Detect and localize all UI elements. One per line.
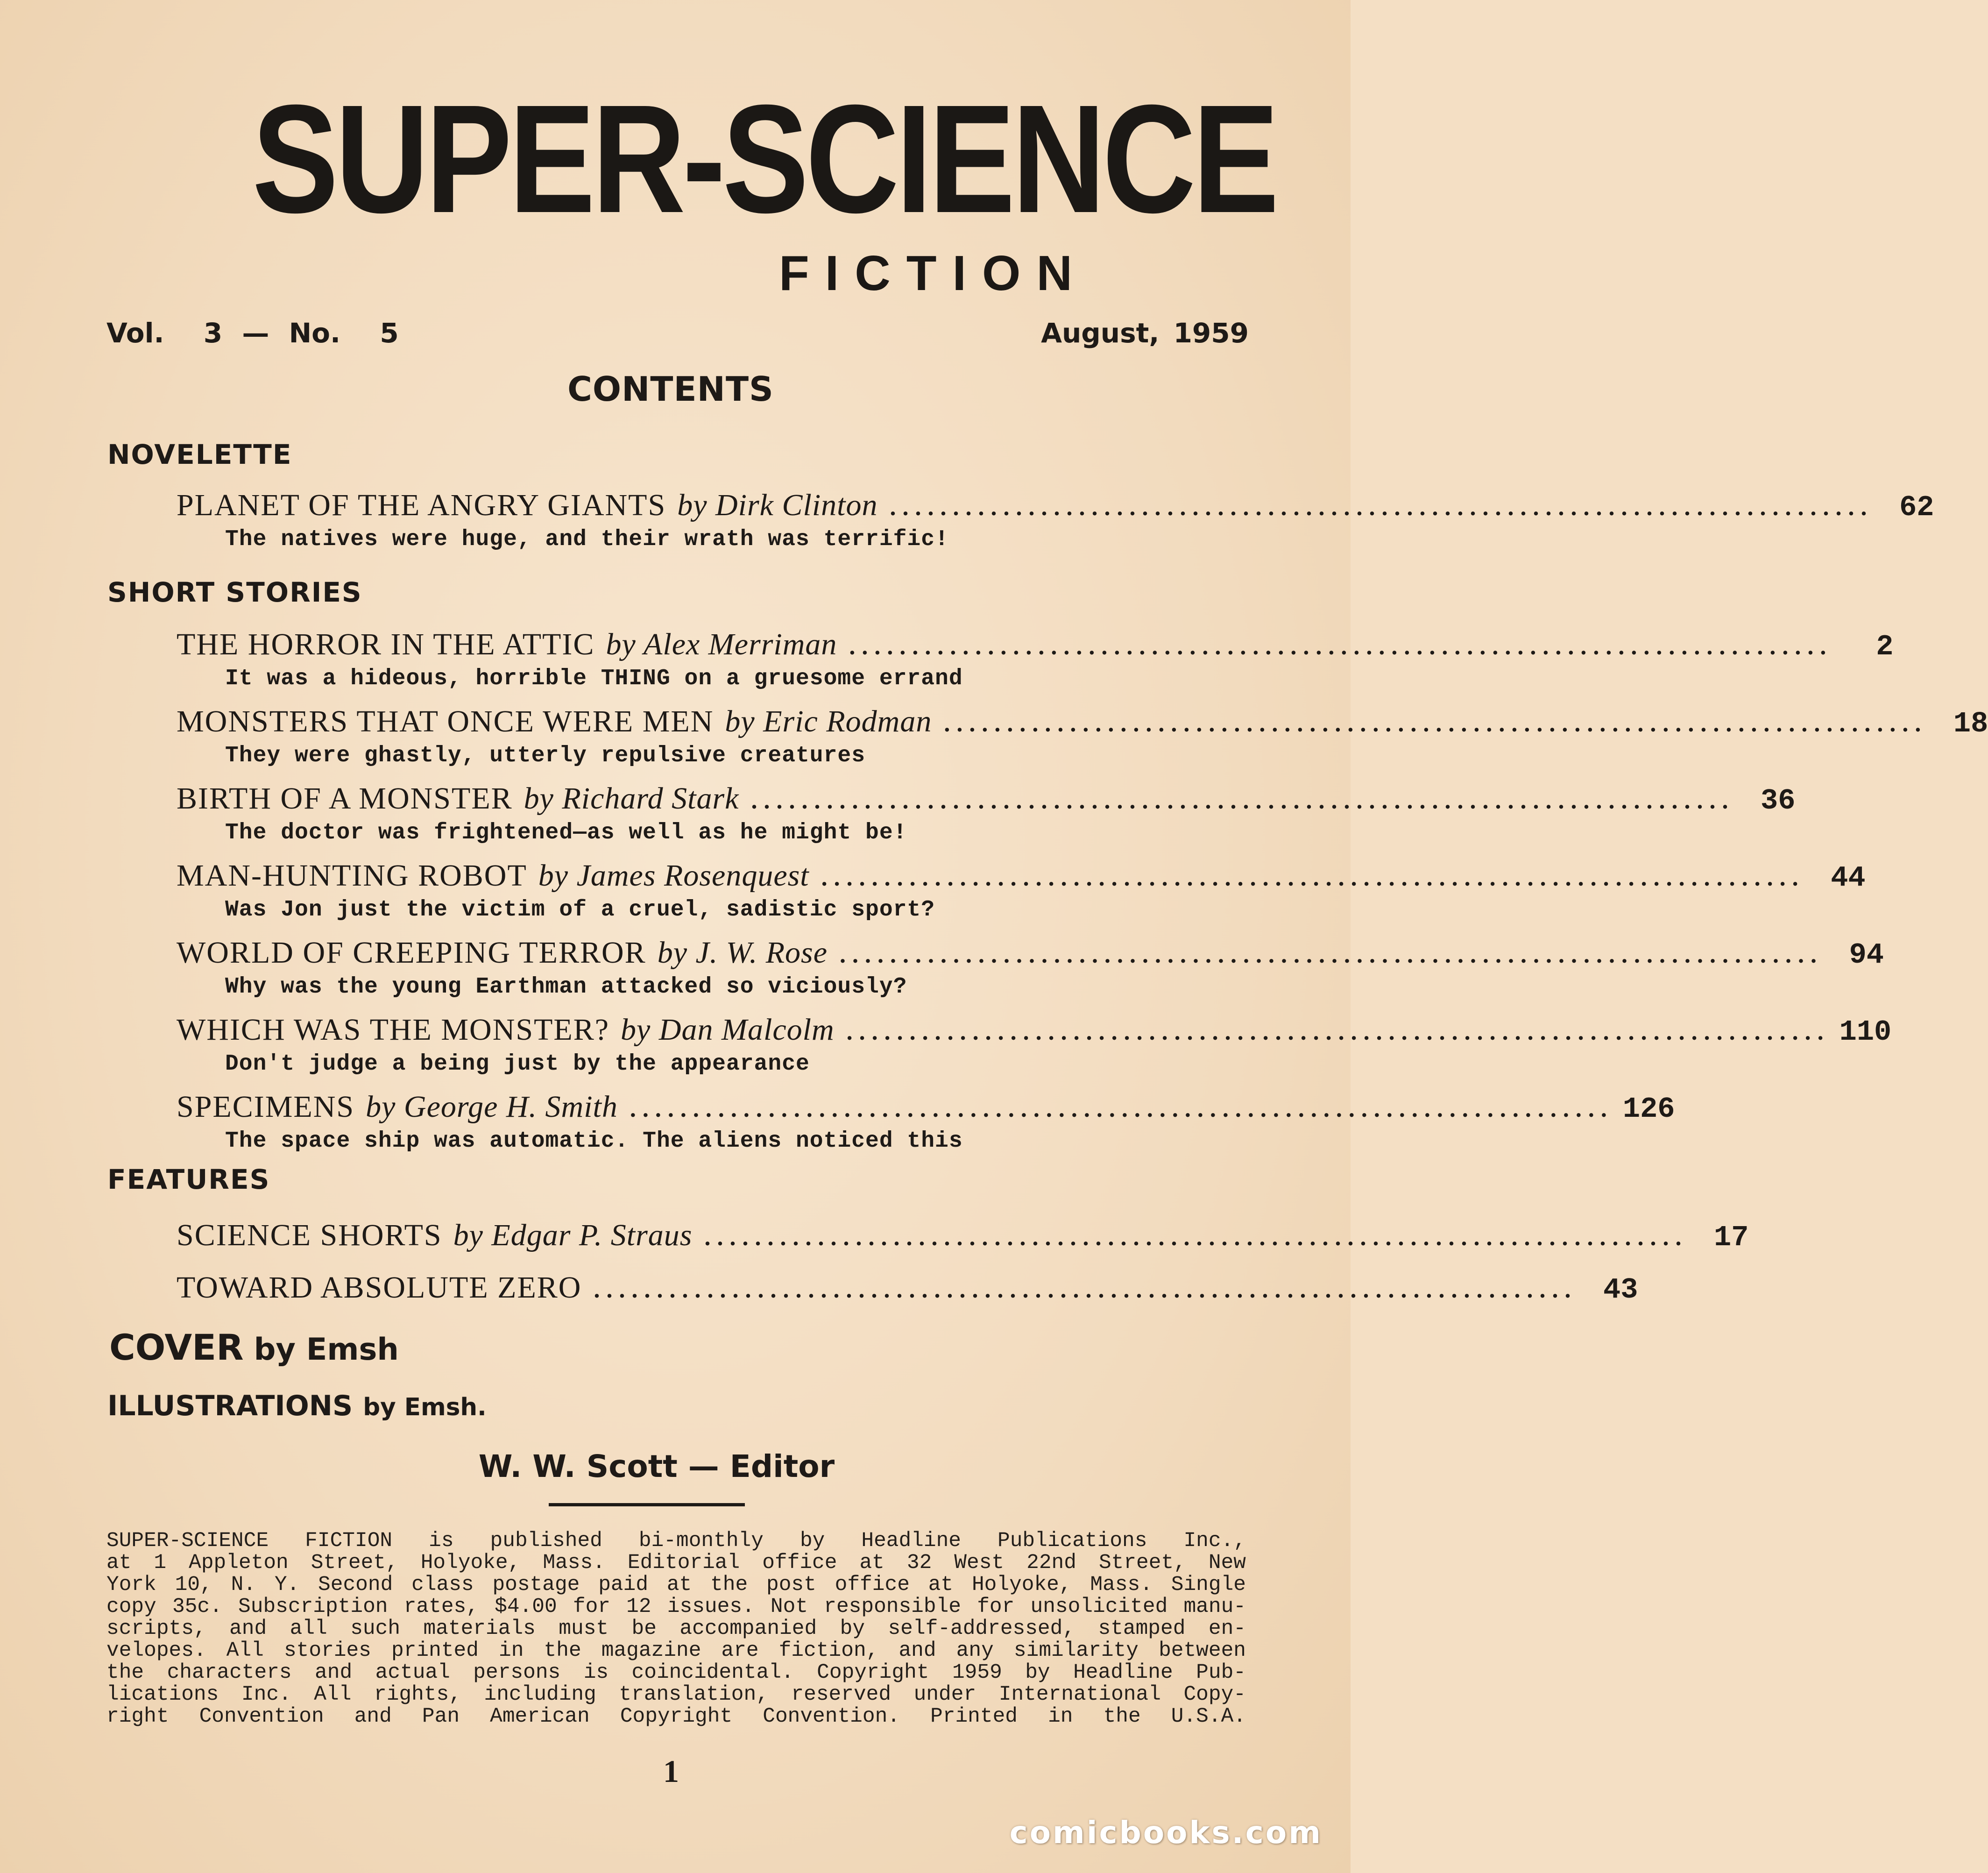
entry-byline: by George H. Smith	[366, 1090, 618, 1124]
dot-leader: ..............................................................................	[840, 942, 1823, 968]
cover-artist: by Emsh	[254, 1332, 399, 1367]
entry-page-number: 126	[1622, 1093, 1675, 1126]
section-heading-short-stories: SHORT STORIES	[107, 576, 362, 608]
entry-title: MONSTERS THAT ONCE WERE MEN	[177, 704, 714, 738]
issue-date: August, 1959	[1041, 317, 1249, 349]
entry-byline: by Edgar P. Straus	[453, 1218, 693, 1252]
dot-leader: ..............................................................................	[890, 494, 1874, 521]
entry-page-number: 18	[1953, 707, 1988, 740]
editor-credit: W. W. Scott — Editor	[478, 1448, 835, 1484]
toc-entry	[177, 857, 1866, 927]
dot-leader: ..............................................................................	[821, 865, 1805, 891]
page-number: 1	[663, 1753, 679, 1789]
entry-byline: by Eric Rodman	[725, 704, 932, 738]
divider-rule	[549, 1503, 745, 1506]
toc-entry	[177, 1088, 1675, 1158]
masthead-title: SUPER-SCIENCE	[252, 72, 1276, 245]
entry-title: WHICH WAS THE MONSTER?	[177, 1013, 610, 1047]
entry-byline: by James Rosenquest	[538, 858, 809, 893]
imprint-line: lications Inc. All rights, including translation, reserved under International Copy-	[106, 1683, 1246, 1706]
entry-byline: by Richard Stark	[524, 781, 739, 816]
site-watermark: comicbooks.com	[1009, 1815, 1323, 1851]
masthead-subtitle: FICTION	[779, 246, 1088, 301]
illustrations-artist: by Emsh.	[363, 1393, 487, 1421]
issue-volume: Vol. 3 — No. 5	[106, 317, 399, 349]
entry-page-number: 110	[1839, 1015, 1892, 1049]
toc-entry	[177, 487, 1934, 557]
entry-title: PLANET OF THE ANGRY GIANTS	[177, 488, 666, 522]
entry-page-number: 44	[1831, 861, 1866, 894]
entry-blurb: Don't judge a being just by the appearance	[225, 1051, 810, 1077]
entry-byline: by Alex Merriman	[606, 627, 837, 661]
imprint-line: scripts, and all such materials must be accompanied by self-addressed, stamped en-	[106, 1617, 1246, 1640]
dot-leader: ..............................................................................	[594, 1277, 1578, 1303]
imprint-line: SUPER-SCIENCE FICTION is published bi-monthly by Headline Publications Inc.,	[106, 1529, 1246, 1553]
entry-blurb: The space ship was automatic. The aliens noticed this	[225, 1128, 963, 1154]
imprint-line: York 10, N. Y. Second class postage paid at the post office at Holyoke, Mass. Single	[106, 1573, 1246, 1596]
entry-byline: by Dirk Clinton	[677, 488, 878, 522]
section-heading-features: FEATURES	[107, 1164, 270, 1195]
publication-imprint	[106, 1530, 1246, 1728]
imprint-line: at 1 Appleton Street, Holyoke, Mass. Editorial office at 32 West 22nd Street, New	[106, 1551, 1246, 1575]
entry-blurb: The natives were huge, and their wrath was terrific!	[225, 527, 949, 552]
entry-title: BIRTH OF A MONSTER	[177, 781, 513, 816]
entry-page-number: 2	[1876, 630, 1894, 663]
contents-heading: CONTENTS	[567, 369, 774, 409]
toc-entry	[177, 934, 1884, 1004]
toc-entry	[177, 1011, 1892, 1081]
toc-entry	[177, 626, 1894, 696]
entry-blurb: Was Jon just the victim of a cruel, sadistic sport?	[225, 897, 935, 922]
dot-leader: ..............................................................................	[751, 788, 1735, 814]
illustrations-credit	[107, 1390, 487, 1424]
imprint-line: the characters and actual persons is coincidental. Copyright 1959 by Headline Pub-	[106, 1661, 1246, 1684]
entry-title: WORLD OF CREEPING TERROR	[177, 936, 646, 970]
entry-blurb: They were ghastly, utterly repulsive creatures	[225, 743, 866, 768]
entry-title: SPECIMENS	[177, 1090, 355, 1124]
entry-title: THE HORROR IN THE ATTIC	[177, 627, 595, 661]
illustrations-label: ILLUSTRATIONS	[107, 1390, 353, 1422]
dot-leader: ..............................................................................	[846, 1019, 1830, 1045]
entry-page-number: 94	[1849, 938, 1884, 972]
entry-page-number: 43	[1603, 1273, 1638, 1306]
cover-credit	[109, 1327, 399, 1370]
entry-title: MAN-HUNTING ROBOT	[177, 858, 527, 893]
dot-leader: ..............................................................................	[704, 1224, 1688, 1251]
entry-page-number: 62	[1899, 491, 1934, 524]
dot-leader: ..............................................................................	[849, 633, 1833, 660]
entry-page-number: 17	[1714, 1221, 1749, 1254]
imprint-line: right Convention and Pan American Copyright Convention. Printed in the U.S.A.	[106, 1705, 1246, 1728]
toc-entry	[177, 780, 1796, 850]
entry-blurb: It was a hideous, horrible THING on a gruesome errand	[225, 666, 963, 691]
entry-blurb: Why was the young Earthman attacked so viciously?	[225, 974, 907, 1000]
entry-byline: by Dan Malcolm	[621, 1013, 835, 1047]
cover-label: COVER	[109, 1327, 244, 1368]
imprint-line: velopes. All stories printed in the magazine are fiction, and any similarity between	[106, 1639, 1246, 1662]
dot-leader: ..............................................................................	[630, 1096, 1613, 1122]
entry-title: SCIENCE SHORTS	[177, 1218, 442, 1252]
dot-leader: ..............................................................................	[944, 710, 1928, 737]
entry-title: TOWARD ABSOLUTE ZERO	[177, 1270, 582, 1305]
entry-byline: by J. W. Rose	[657, 936, 828, 970]
entry-page-number: 36	[1761, 784, 1796, 817]
imprint-line: copy 35c. Subscription rates, $4.00 for 12 issues. Not responsible for unsolicited manu-	[106, 1595, 1246, 1618]
section-heading-novelette: NOVELETTE	[107, 439, 292, 470]
entry-blurb: The doctor was frightened—as well as he might be!	[225, 820, 907, 845]
toc-entry	[177, 703, 1988, 773]
